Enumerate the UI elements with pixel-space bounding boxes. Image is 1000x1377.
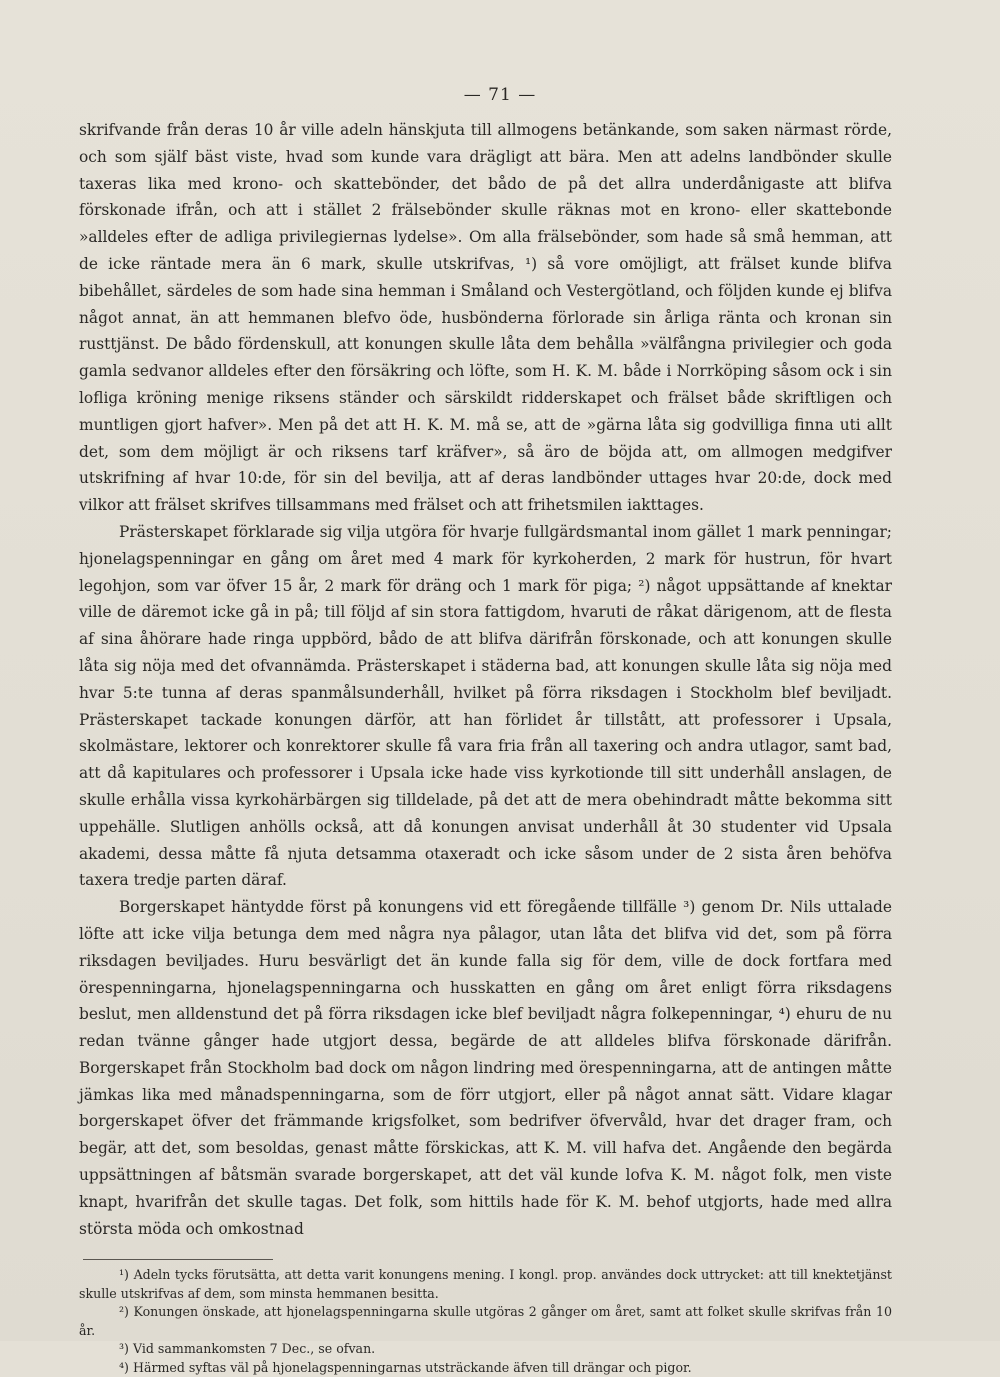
- body-text: [79, 117, 892, 1242]
- footnotes: [79, 1266, 892, 1377]
- page-number: — 71 —: [463, 85, 537, 105]
- footnote: ⁴) Härmed syftas väl på hjonelagspenningarnas utsträckande äfven till drängar och pigor.: [119, 1359, 692, 1375]
- paragraph: Prästerskapet förklarade sig vilja utgöra för hvarje fullgärdsmantal inom gället 1 mark penningar; hjonelagspenningar en gång om året med 4 mark för kyrkoherden, 2 mark för hustrun, för hvart legohjon, som var öfver 15 år, 2 mark för dräng och 1 mark för piga; ²) något uppsättande af knektar ville de däremot icke gå in på; till följd af sin stora fattigdom, hvaruti de råkat därigenom, att de flesta af sina åhörare hade ringa uppbörd, bådo de att blifva därifrån förskonade, och att konungen skulle låta sig nöja med det ofvannämda. Prästerskapet i städerna bad, att konungen skulle låta sig nöja med hvar 5:te tunna af deras spanmålsunderhåll, hvilket på förra riksdagen i Stockholm blef beviljadt. Prästerskapet tackade konungen därför, att han förlidet år tillstått, att professorer i Upsala, skolmästare, lektorer och konrektorer skulle få vara fria från all taxering och andra utlagor, samt bad, att då kapitulares och professorer i Upsala icke hade viss kyrkotionde till sitt underhåll anslagen, de skulle erhålla vissa kyrkohärbärgen sig tilldelade, på det att de mera obehindradt måtte bekomma sitt uppehälle. Slutligen anhölls också, att då konungen anvisat underhåll åt 30 studenter vid Upsala akademi, dessa måtte få njuta detsamma otaxeradt och icke såsom under de 2 sista åren behöfva taxera tredje parten däraf.: [79, 522, 892, 890]
- paragraph: Borgerskapet häntydde först på konungens vid ett föregående tillfälle ³) genom Dr. Nils uttalade löfte att icke vilja betunga dem med några nya pålagor, utan låta det blifva vid det, som på förra riksdagen beviljades. Huru besvärligt det än kunde falla sig för dem, ville de dock fortfara med örespenningarna, hjonelagspenningarna och husskatten en gång om året enligt förra riksdagens beslut, men alldenstund det på förra riksdagen icke blef beviljadt några folkepenningar, ⁴) ehuru de nu redan tvänne gånger hade utgjort dessa, begärde de att alldeles blifva förskonade därifrån. Borgerskapet från Stockholm bad dock om någon lindring med örespenningarna, att de antingen måtte jämkas lika med månadspenningarna, som de förr utgjort, eller på något annat sätt. Vidare klagar borgerskapet öfver det främmande krigsfolket, som bedrifver öfvervåld, hvar det drager fram, och begär, att det, som besoldas, genast måtte förskickas, att K. M. vill hafva det. Angående den begärda uppsättningen af båtsmän svarade borgerskapet, att det väl kunde lofva K. M. något folk, men viste knapt, hvarifrån det skulle tagas. Det folk, som hittils hade för K. M. behof utgjorts, hade med allra största möda och omkostnad: [79, 898, 892, 1238]
- footnote: ³) Vid sammankomsten 7 Dec., se ofvan.: [119, 1341, 376, 1357]
- footnote-divider: [83, 1259, 273, 1260]
- paragraph: skrifvande från deras 10 år ville adeln hänskjuta till allmogens betänkande, som saken närmast rörde, och som själf bäst viste, hvad som kunde vara drägligt att bära. Men att adelns landbönder skulle taxeras lika med krono- och skattebönder, det bådo de på det allra underdånigaste att blifva förskonade ifrån, och att i stället 2 frälsebönder skulle räknas mot en krono- eller skattebonde »alldeles efter de adliga privilegiernas lydelse». Om alla frälsebönder, som hade så små hemman, att de icke räntade mera än 6 mark, skulle utskrifvas, ¹) så vore omöjligt, att frälset kunde blifva bibehållet, särdeles de som hade sina hemman i Småland och Vestergötland, och följden kunde ej blifva något annat, än att hemmanen blefvo öde, husbönderna förlorade sin årliga ränta och kronan sin rusttjänst. De bådo fördenskull, att konungen skulle låta dem behålla »välfångna privilegier och goda gamla sedvanor alldeles efter den försäkring och löfte, som H. K. M. både i Norrköping såsom ock i sin lofliga kröning menige riksens ständer och särskildt ridderskapet och frälset både skriftligen och muntligen gjort hafver». Men på det att H. K. M. må se, att de »gärna låta sig godvilliga finna uti allt det, som dem möjligt är och riksens tarf kräfver», så äro de böjda att, om allmogen medgifver utskrifning af hvar 10:de, för sin del bevilja, att af deras landbönder uttages hvar 20:de, dock med vilkor att frälset skrifves tillsammans med frälset och att frihetsmilen iakttages.: [79, 121, 892, 515]
- footnote: ²) Konungen önskade, att hjonelagspenningarna skulle utgöras 2 gånger om året, samt att folket skulle skrifvas från 10 år.: [79, 1304, 892, 1338]
- footnote: ¹) Adeln tycks förutsätta, att detta varit konungens mening. I kongl. prop. användes dock uttrycket: att till knektetjänst skulle utskrifvas af dem, som minsta hemmanen besitta.: [79, 1267, 892, 1301]
- text-block: [79, 117, 892, 1377]
